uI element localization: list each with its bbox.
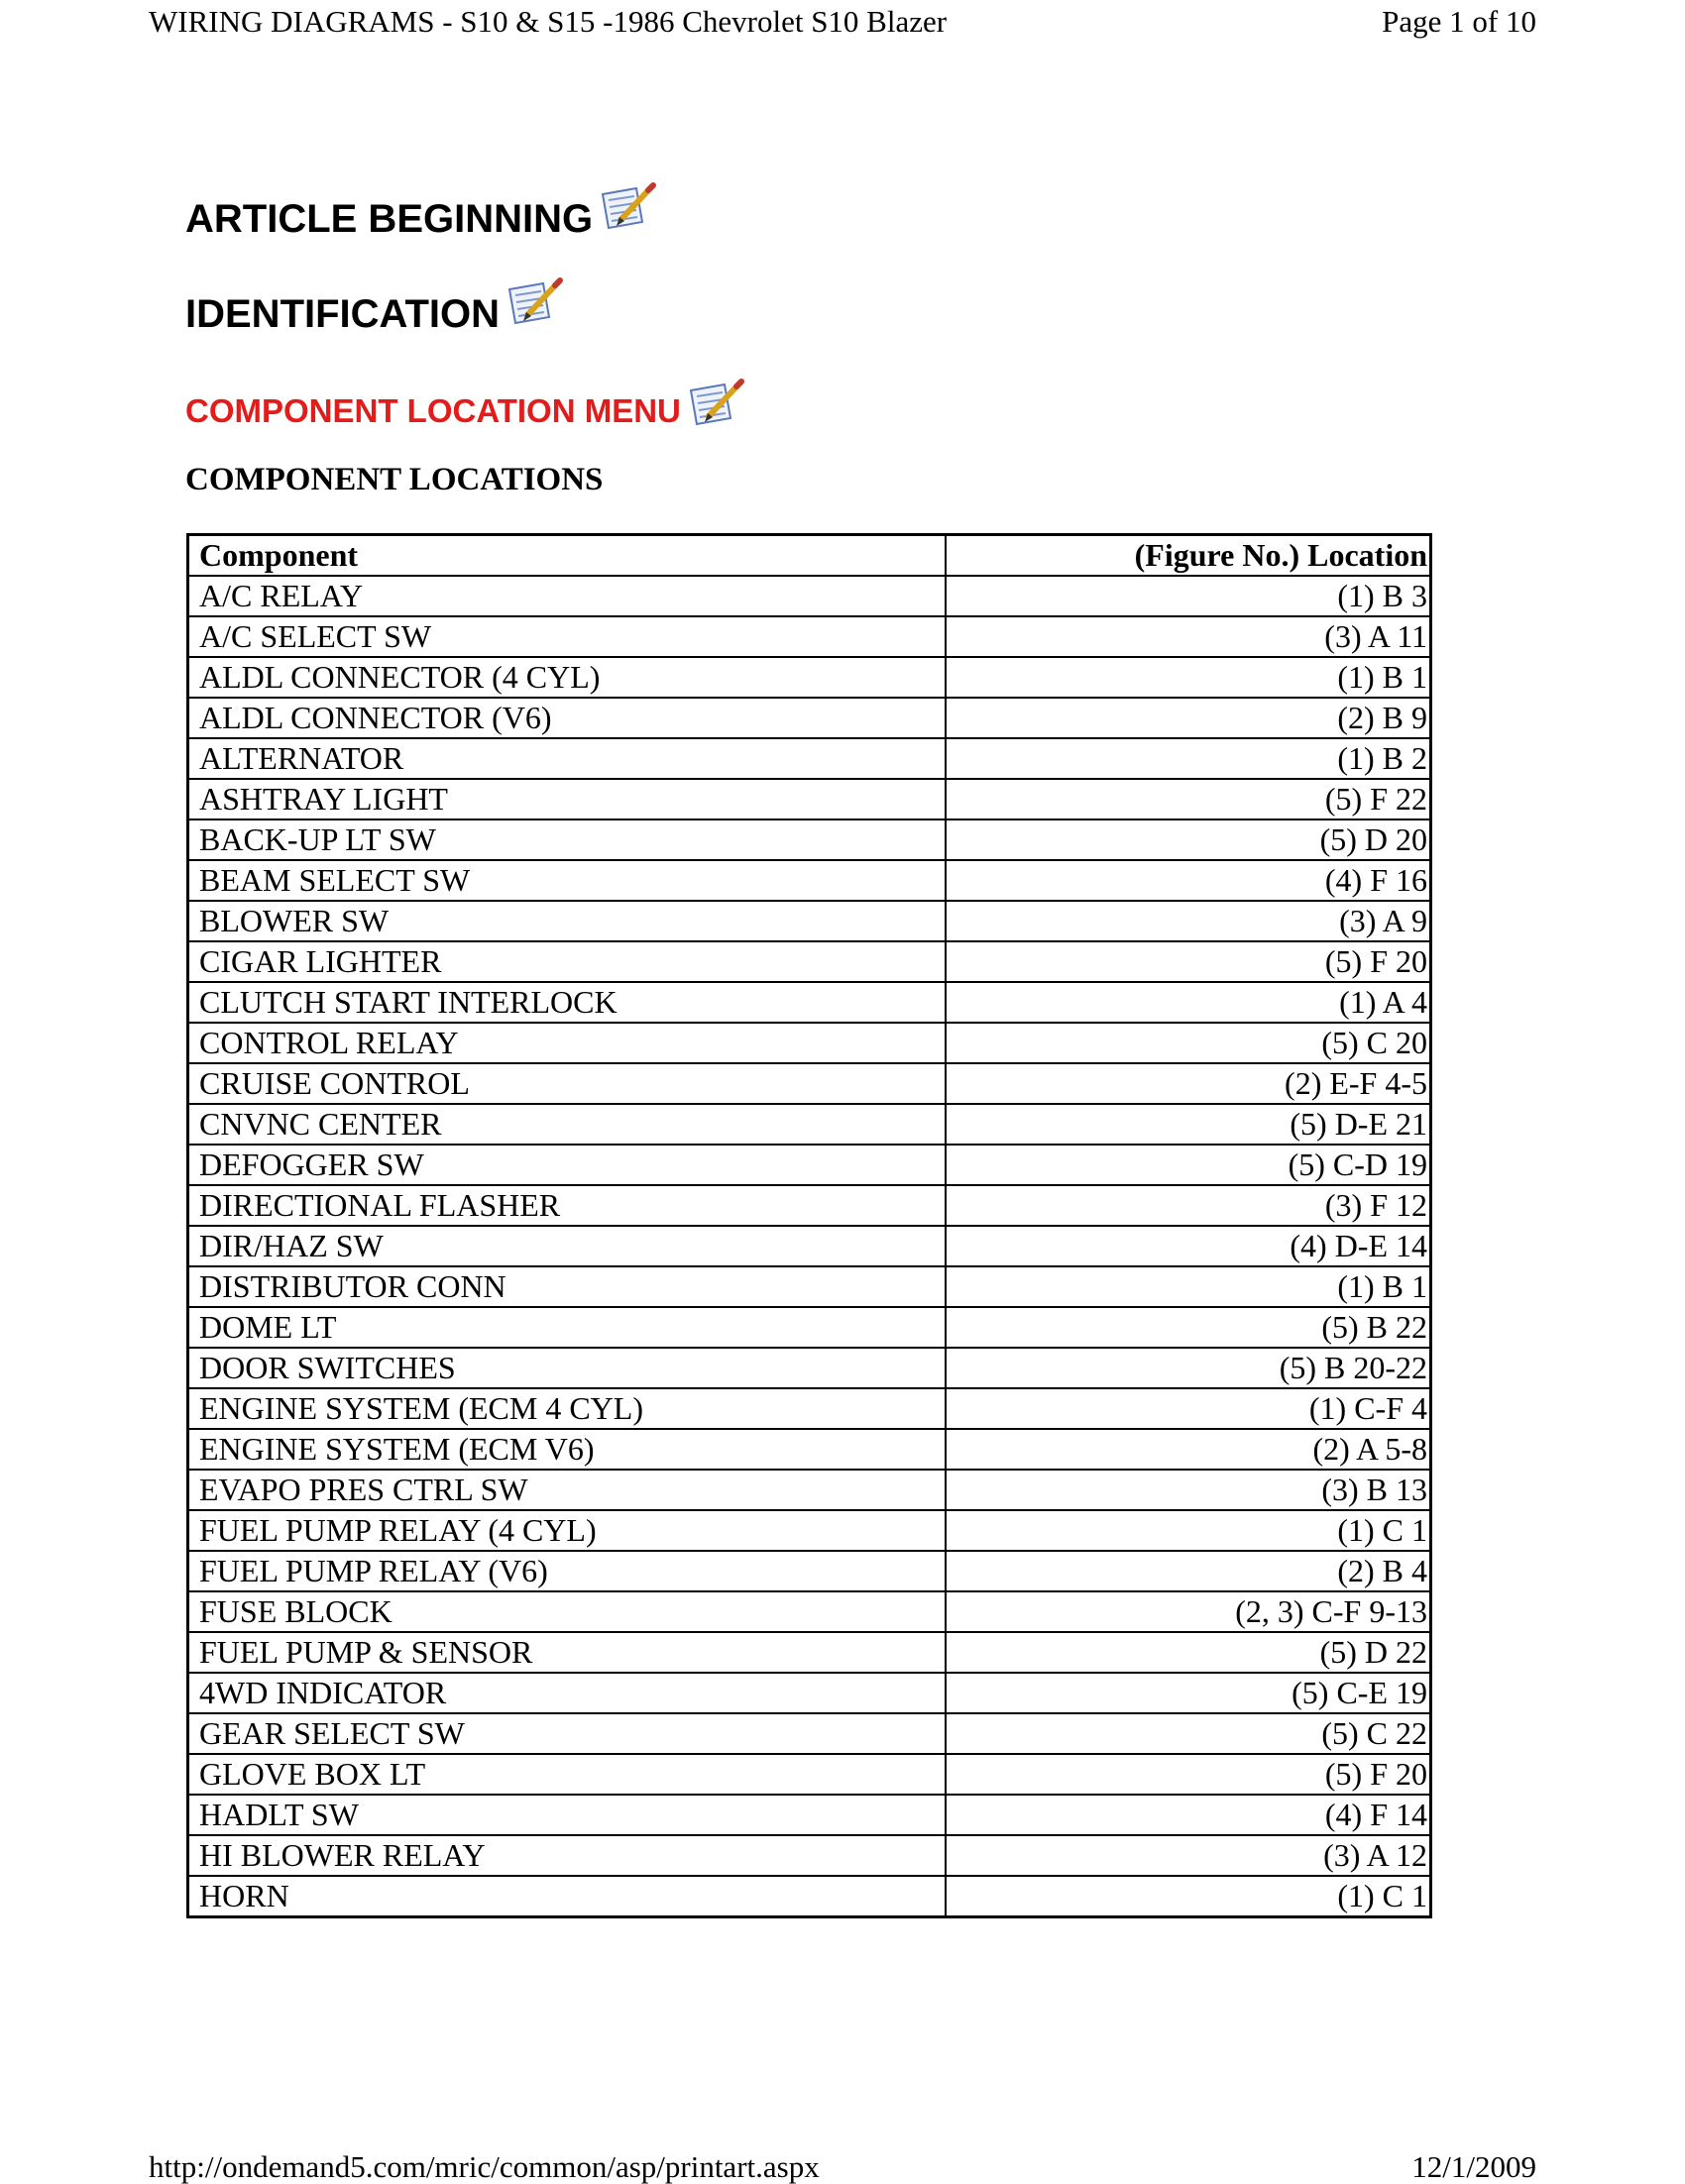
location-cell: (1) A 4	[946, 982, 1431, 1023]
table-row	[188, 941, 1431, 982]
component-cell: FUEL PUMP RELAY (V6)	[188, 1551, 947, 1591]
page-number: Page 1 of 10	[1382, 4, 1536, 39]
component-cell: CLUTCH START INTERLOCK	[188, 982, 947, 1023]
table-row	[188, 1754, 1431, 1795]
table-row	[188, 1145, 1431, 1185]
edit-note-icon[interactable]	[597, 182, 660, 234]
location-cell: (5) C-E 19	[946, 1673, 1431, 1713]
component-cell: CIGAR LIGHTER	[188, 941, 947, 982]
location-cell: (5) F 22	[946, 779, 1431, 819]
location-cell: (4) F 16	[946, 860, 1431, 901]
section-title: COMPONENT LOCATIONS	[185, 462, 604, 497]
component-cell: FUSE BLOCK	[188, 1591, 947, 1632]
location-cell: (5) B 20-22	[946, 1348, 1431, 1388]
table-row	[188, 1876, 1431, 1917]
location-cell: (2) B 4	[946, 1551, 1431, 1591]
location-cell: (4) F 14	[946, 1795, 1431, 1835]
table-row	[188, 1226, 1431, 1266]
table-row	[188, 1835, 1431, 1876]
table-row	[188, 1023, 1431, 1063]
location-cell: (5) D 22	[946, 1632, 1431, 1673]
component-cell: BLOWER SW	[188, 901, 947, 941]
component-cell: DEFOGGER SW	[188, 1145, 947, 1185]
component-cell: 4WD INDICATOR	[188, 1673, 947, 1713]
location-cell: (2) E-F 4-5	[946, 1063, 1431, 1104]
table-row	[188, 1185, 1431, 1226]
location-cell: (3) B 13	[946, 1470, 1431, 1510]
table-row	[188, 1470, 1431, 1510]
location-cell: (5) B 22	[946, 1307, 1431, 1348]
table-row	[188, 1632, 1431, 1673]
column-header-component: Component	[188, 535, 947, 577]
location-cell: (3) A 12	[946, 1835, 1431, 1876]
table-row	[188, 982, 1431, 1023]
component-cell: DISTRIBUTOR CONN	[188, 1266, 947, 1307]
column-header-location: (Figure No.) Location	[946, 535, 1431, 577]
component-location-menu-link[interactable]: COMPONENT LOCATION MENU	[185, 392, 681, 429]
heading-identification	[185, 291, 567, 337]
component-cell: HORN	[188, 1876, 947, 1917]
location-cell: (2) B 9	[946, 698, 1431, 738]
component-cell: HADLT SW	[188, 1795, 947, 1835]
table-row	[188, 1307, 1431, 1348]
component-cell: ENGINE SYSTEM (ECM 4 CYL)	[188, 1388, 947, 1429]
component-cell: DOME LT	[188, 1307, 947, 1348]
location-cell: (2, 3) C-F 9-13	[946, 1591, 1431, 1632]
table-row	[188, 698, 1431, 738]
component-cell: EVAPO PRES CTRL SW	[188, 1470, 947, 1510]
heading-article-beginning	[185, 196, 660, 242]
table-row	[188, 576, 1431, 616]
component-cell: DIR/HAZ SW	[188, 1226, 947, 1266]
table-row	[188, 779, 1431, 819]
component-cell: A/C RELAY	[188, 576, 947, 616]
location-cell: (1) C-F 4	[946, 1388, 1431, 1429]
component-cell: CONTROL RELAY	[188, 1023, 947, 1063]
component-cell: ALDL CONNECTOR (4 CYL)	[188, 657, 947, 698]
heading-component-location-menu	[185, 392, 748, 430]
location-cell: (1) B 1	[946, 1266, 1431, 1307]
location-cell: (1) B 1	[946, 657, 1431, 698]
location-cell: (1) B 3	[946, 576, 1431, 616]
component-cell: ENGINE SYSTEM (ECM V6)	[188, 1429, 947, 1470]
location-cell: (5) F 20	[946, 941, 1431, 982]
table-row	[188, 1673, 1431, 1713]
location-cell: (1) C 1	[946, 1876, 1431, 1917]
location-cell: (3) F 12	[946, 1185, 1431, 1226]
table-header-row	[188, 535, 1431, 577]
edit-note-icon[interactable]	[504, 277, 567, 329]
table-row	[188, 1429, 1431, 1470]
footer-url: http://ondemand5.com/mric/common/asp/printart.aspx	[149, 2149, 820, 2184]
component-cell: HI BLOWER RELAY	[188, 1835, 947, 1876]
table-row	[188, 1266, 1431, 1307]
table-row	[188, 1388, 1431, 1429]
table-row	[188, 1713, 1431, 1754]
location-cell: (5) D 20	[946, 819, 1431, 860]
heading-identification-text: IDENTIFICATION	[185, 292, 501, 336]
location-cell: (5) C 22	[946, 1713, 1431, 1754]
component-cell: BEAM SELECT SW	[188, 860, 947, 901]
location-cell: (3) A 11	[946, 616, 1431, 657]
component-cell: ASHTRAY LIGHT	[188, 779, 947, 819]
component-cell: GLOVE BOX LT	[188, 1754, 947, 1795]
table-row	[188, 1510, 1431, 1551]
table-row	[188, 1348, 1431, 1388]
table-row	[188, 1104, 1431, 1145]
table-row	[188, 1551, 1431, 1591]
component-cell: A/C SELECT SW	[188, 616, 947, 657]
page-header-title: WIRING DIAGRAMS - S10 & S15 -1986 Chevrolet S10 Blazer	[149, 4, 948, 39]
location-cell: (2) A 5-8	[946, 1429, 1431, 1470]
location-cell: (5) C 20	[946, 1023, 1431, 1063]
component-cell: ALDL CONNECTOR (V6)	[188, 698, 947, 738]
component-cell: CNVNC CENTER	[188, 1104, 947, 1145]
location-cell: (1) C 1	[946, 1510, 1431, 1551]
component-cell: ALTERNATOR	[188, 738, 947, 779]
table-row	[188, 819, 1431, 860]
table-row	[188, 860, 1431, 901]
table-row	[188, 1063, 1431, 1104]
table-row	[188, 1795, 1431, 1835]
heading-article-beginning-text: ARTICLE BEGINNING	[185, 197, 594, 241]
table-body	[188, 576, 1431, 1917]
edit-note-icon[interactable]	[685, 379, 748, 430]
component-locations-table	[186, 533, 1432, 1918]
location-cell: (4) D-E 14	[946, 1226, 1431, 1266]
component-cell: GEAR SELECT SW	[188, 1713, 947, 1754]
location-cell: (1) B 2	[946, 738, 1431, 779]
footer-date: 12/1/2009	[1411, 2149, 1536, 2184]
table-row	[188, 1591, 1431, 1632]
location-cell: (5) C-D 19	[946, 1145, 1431, 1185]
table-row	[188, 616, 1431, 657]
location-cell: (5) F 20	[946, 1754, 1431, 1795]
component-cell: DIRECTIONAL FLASHER	[188, 1185, 947, 1226]
location-cell: (3) A 9	[946, 901, 1431, 941]
component-cell: DOOR SWITCHES	[188, 1348, 947, 1388]
table-row	[188, 657, 1431, 698]
table-row	[188, 901, 1431, 941]
component-cell: CRUISE CONTROL	[188, 1063, 947, 1104]
component-cell: BACK-UP LT SW	[188, 819, 947, 860]
location-cell: (5) D-E 21	[946, 1104, 1431, 1145]
component-cell: FUEL PUMP RELAY (4 CYL)	[188, 1510, 947, 1551]
table-row	[188, 738, 1431, 779]
component-cell: FUEL PUMP & SENSOR	[188, 1632, 947, 1673]
